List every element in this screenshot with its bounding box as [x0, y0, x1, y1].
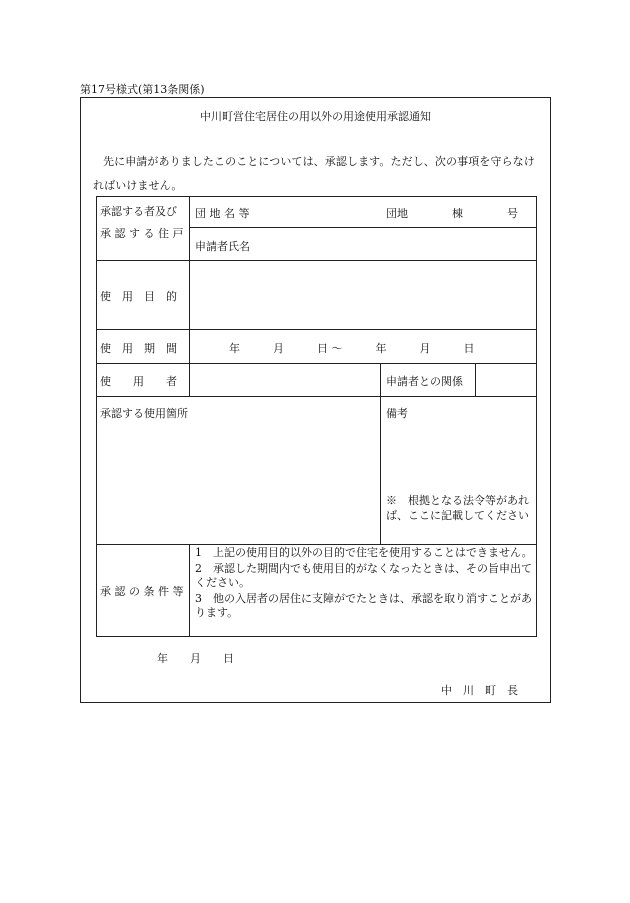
table-rule [96, 363, 537, 364]
conditions-label: 承 認 の 条 件 等 [100, 585, 184, 598]
table-rule [189, 544, 190, 636]
issue-date: 年 月 日 [157, 652, 234, 665]
remarks-note: ※ 根拠となる法令等があれば、ここに記載してください [386, 494, 529, 522]
approved-location-label: 承認する使用箇所 [100, 407, 188, 420]
table-rule [96, 196, 97, 637]
condition-item: 3 他の入居者の居住に支障がでたときは、承認を取り消すことがあります。 [195, 592, 532, 619]
issuer-name: 中 川 町 長 [441, 684, 518, 697]
applicant-name-label: 申請者氏名 [195, 240, 250, 253]
period-value: 年 月 日 〜 年 月 日 [229, 342, 475, 355]
conditions-list [195, 546, 533, 620]
table-rule [189, 196, 190, 396]
form-number-label: 第17号様式(第13条関係) [80, 83, 205, 96]
condition-item: 1 上記の使用目的以外の目的で住宅を使用することはできません。 [195, 546, 533, 559]
table-rule [380, 363, 381, 544]
table-rule [475, 363, 476, 396]
condition-item: 2 承認した期間内でも使用目的がなくなったときは、その旨申出てください。 [195, 562, 532, 589]
table-rule [96, 544, 537, 545]
remarks-label: 備考 [386, 407, 408, 420]
approved-unit-label-line2: 承 認 す る 住 戸 [100, 227, 184, 240]
table-rule [96, 196, 537, 197]
approved-party-label [100, 204, 183, 242]
period-label: 使 用 期 間 [100, 342, 177, 355]
complex-name-label: 団 地 名 等 [195, 207, 250, 220]
table-rule [189, 227, 537, 228]
intro-text: 先に申請がありましたこのことについては、承認します。ただし、次の事項を守らなければいけません。 [93, 155, 535, 192]
relation-label: 申請者との関係 [386, 375, 463, 388]
user-label: 使 用 者 [100, 375, 177, 388]
form-table [96, 196, 537, 637]
table-rule [96, 329, 537, 330]
purpose-label: 使 用 目 的 [100, 290, 177, 303]
table-rule [96, 396, 537, 397]
complex-unit-format: 団地 棟 号 [386, 207, 518, 220]
table-rule [96, 636, 537, 637]
table-rule [96, 260, 537, 261]
table-rule [536, 196, 537, 637]
document-title: 中川町営住宅居住の用以外の用途使用承認通知 [200, 110, 431, 123]
approved-party-label-line1: 承認する者及び [100, 205, 177, 218]
notice-form [80, 97, 551, 703]
